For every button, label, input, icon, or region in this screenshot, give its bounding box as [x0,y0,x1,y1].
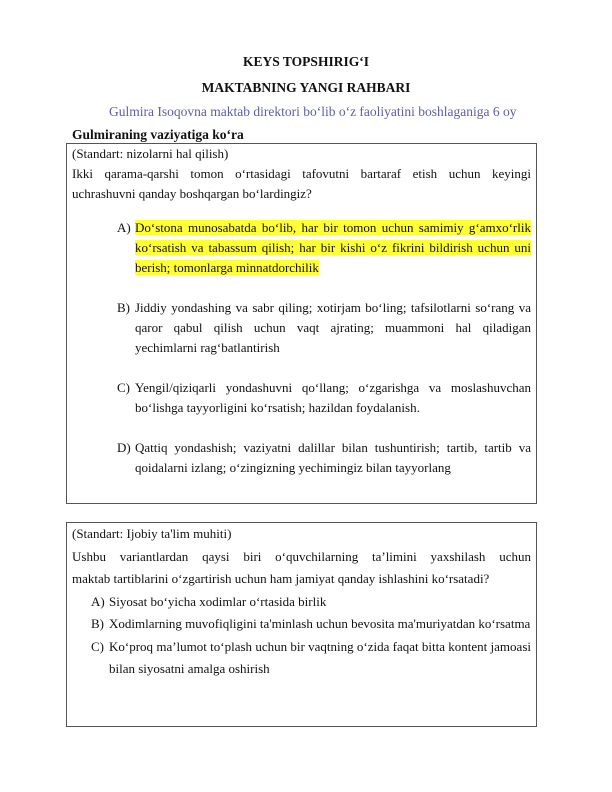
standard-label: (Standart: nizolarni hal qilish) [72,146,229,161]
document-title: KEYS TOPSHIRIG‘I [243,54,369,69]
option-c[interactable] [117,378,531,418]
section-heading: Gulmiraning vaziyatiga ko‘ra [72,127,244,142]
case-box-learning-environment [66,522,537,727]
option-letter: C) [91,638,104,654]
question-line: uchrashuvni qanday boshqargan bo‘lardingiz? [72,186,312,201]
option-text: Xodimlarning muvofiqligini ta'minlash uchun bevosita ma'muriyatdan ko‘rsatma [109,616,531,631]
option-text: Jiddiy yondashing va sabr qiling; xotirjam bo‘ling; tafsilotlarni so‘rang va qaror qabul qilish uchun vaqt ajrating; muammoni hal qiladigan yechimlarni rag‘batlantirish [135,300,531,355]
option-d[interactable] [117,438,531,478]
question-line: maktab tartiblarini o‘zgartirish uchun ham jamiyat qanday ishlashini ko‘rsatadi? [72,571,490,586]
case-box-conflict-resolution [66,143,537,504]
question-line: Ushbu variantlardan qaysi biri o‘quvchilarning ta’limini yaxshilash uchun [72,548,531,564]
option-letter: A) [91,593,105,609]
case-description: Gulmira Isoqovna maktab direktori bo‘lib o‘z faoliyatini boshlaganiga 6 oy [109,104,517,119]
option-text-highlighted: Do‘stona munosabatda bo‘lib, har bir tomon uchun samimiy g‘amxo‘rlik ko‘rsatish va tabassum qilish; har bir kishi o‘z fikrini bildirish uchun uni berish; tomonlarga minnatdorchilik [135,220,531,275]
option-a[interactable] [91,591,531,614]
option-text: Siyosat bo‘yicha xodimlar o‘rtasida birlik [109,593,327,609]
question-line: Ikki qarama-qarshi tomon o‘rtasidagi tafovutni bartaraf etish uchun keyingi [72,166,531,181]
option-a[interactable] [117,218,531,278]
option-letter: B) [91,616,104,631]
option-b[interactable] [117,298,531,358]
option-text: Ko‘proq ma’lumot to‘plash uchun bir vaqtning o‘zida faqat bitta kontent jamoasi bilan siyosatni amalga oshirish [109,638,531,676]
option-letter: D) [117,440,131,455]
document-subtitle-heading: MAKTABNING YANGI RAHBARI [201,80,411,95]
option-b[interactable] [91,613,531,636]
option-letter: A) [117,220,131,235]
option-c[interactable] [91,636,531,681]
option-letter: B) [117,300,130,315]
option-text: Qattiq yondashish; vaziyatni dalillar bilan tushuntirish; tartib, tartib va qoidalarni izlang; o‘zingizning yechimingiz bilan tayyorlang [135,440,531,475]
option-letter: C) [117,380,130,395]
standard-label: (Standart: Ijobiy ta'lim muhiti) [72,526,232,541]
option-text: Yengil/qiziqarli yondashuvni qo‘llang; o‘zgarishga va moslashuvchan bo‘lishga tayyorligini ko‘rsatish; hazildan foydalanish. [135,380,531,415]
